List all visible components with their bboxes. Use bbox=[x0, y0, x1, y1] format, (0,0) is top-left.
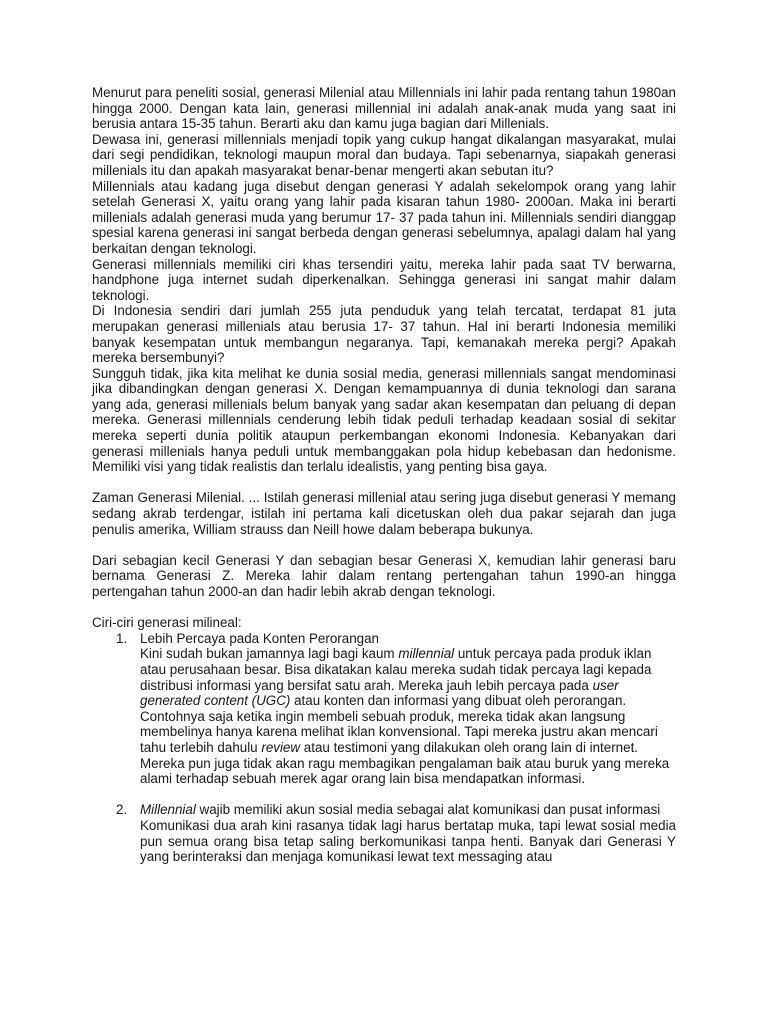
document-body bbox=[92, 85, 676, 865]
list-item-heading: Millennial wajib memiliki akun sosial media sebagai alat komunikasi dan pusat informasi bbox=[140, 802, 661, 818]
paragraph-intro-3: Millennials atau kadang juga disebut dengan generasi Y adalah sekelompok orang yang lahir setelah Generasi X, yaitu orang yang lahir pada kisaran tahun 1980- 2000an. Maka ini berarti millenials adalah generasi muda yang berumur 17- 37 pada tahun ini. Millennials sendiri dianggap spesial karena generasi ini sangat berbeda dengan generasi sebelumnya, apalagi dalam hal yang berkaitan dengan teknologi. bbox=[92, 178, 676, 256]
list-item-heading: Lebih Percaya pada Konten Perorangan bbox=[140, 630, 379, 646]
list-number: 2. bbox=[116, 802, 128, 818]
characteristics-list bbox=[92, 631, 676, 865]
paragraph-intro-2: Dewasa ini, generasi millennials menjadi topik yang cukup hangat dikalangan masyarakat, mulai dari segi pendidikan, teknologi maupun moral dan budaya. Tapi sebenarnya, siapakah generasi millenials itu dan apakah masyarakat benar-benar mengerti akan sebutan itu? bbox=[92, 131, 676, 178]
paragraph-intro-1: Menurut para peneliti sosial, generasi Milenial atau Millennials ini lahir pada rentang tahun 1980an hingga 2000. Dengan kata lain, generasi millennial ini adalah anak-anak muda yang saat ini berusia antara 15-35 tahun. Berarti aku dan kamu juga bagian dari Millenials. bbox=[92, 85, 676, 132]
paragraph-zaman: Zaman Generasi Milenial. ... Istilah generasi millenial atau sering juga disebut generasi Y memang sedang akrab terdengar, istilah ini pertama kali dicetuskan oleh dua pakar sejarah dan juga penulis amerika, William strauss dan Neill howe dalam beberapa bukunya. bbox=[92, 490, 676, 537]
spacer bbox=[92, 475, 676, 491]
paragraph-gen-z: Dari sebagian kecil Generasi Y dan sebagian besar Generasi X, kemudian lahir generasi baru bernama Generasi Z. Mereka lahir dalam rentang pertengahan tahun 1990-an hingga pertengahan tahun 2000-an dan hadir lebih akrab dengan teknologi. bbox=[92, 552, 676, 599]
list-item-paragraph: Contohnya saja ketika ingin membeli sebuah produk, mereka tidak akan langsung membelinya hanya karena melihat iklan konvensional. Tapi mereka justru akan mencari tahu terlebih dahulu review atau testimoni yang dilakukan oleh orang lain di internet. Mereka pun juga tidak akan ragu membagikan pengalaman baik atau buruk yang mereka alami terhadap sebuah merek agar orang lain bisa mendapatkan informasi. bbox=[140, 708, 670, 787]
list-item-paragraph: Komunikasi dua arah kini rasanya tidak lagi harus bertatap muka, tapi lewat sosial media pun semua orang bisa tetap saling berkomunikasi tanpa henti. Banyak dari Generasi Y yang berinteraksi dan menjaga komunikasi lewat text messaging atau bbox=[140, 817, 676, 865]
paragraph-intro-4: Generasi millennials memiliki ciri khas tersendiri yaitu, mereka lahir pada saat TV berwarna, handphone juga internet sudah diperkenalkan. Sehingga generasi ini sangat mahir dalam teknologi. bbox=[92, 256, 676, 303]
paragraph-intro-5: Di Indonesia sendiri dari jumlah 255 juta penduduk yang telah tercatat, terdapat 81 juta merupakan generasi millenials atau berusia 17- 37 tahun. Hal ini berarti Indonesia memiliki banyak kesempatan untuk membangun negaranya. Tapi, kemanakah mereka pergi? Apakah mereka bersembunyi? bbox=[92, 303, 676, 366]
spacer bbox=[92, 537, 676, 553]
list-item-paragraph: Kini sudah bukan jamannya lagi bagi kaum millennial untuk percaya pada produk iklan atau perusahaan besar. Bisa dikatakan kalau mereka sudah tidak percaya lagi kepada distribusi informasi yang bersifat satu arah. Mereka jauh lebih percaya pada user generated content (UGC) atau konten dan informasi yang dibuat oleh perorangan. bbox=[140, 646, 652, 709]
list-number: 1. bbox=[116, 630, 128, 646]
list-title: Ciri-ciri generasi milineal: bbox=[92, 615, 242, 631]
list-item bbox=[92, 631, 676, 787]
spacer bbox=[92, 600, 676, 616]
paragraph-intro-6: Sungguh tidak, jika kita melihat ke dunia sosial media, generasi millennials sangat mendominasi jika dibandingkan dengan generasi X. Dengan kemampuannya di dunia teknologi dan sarana yang ada, generasi millenials belum banyak yang sadar akan kesempatan dan peluang di depan mereka. Generasi millennials cenderung lebih tidak peduli terhadap keadaan sosial di sekitar mereka seperti dunia politik ataupun perkembangan ekonomi Indonesia. Kebanyakan dari generasi millenials hanya peduli untuk membanggakan pola hidup kebebasan dan hedonisme. Memiliki visi yang tidak realistis dan terlalu idealistis, yang penting bisa gaya. bbox=[92, 365, 676, 475]
list-item-body bbox=[140, 818, 676, 865]
list-item bbox=[92, 802, 676, 864]
list-item-body bbox=[140, 646, 676, 786]
